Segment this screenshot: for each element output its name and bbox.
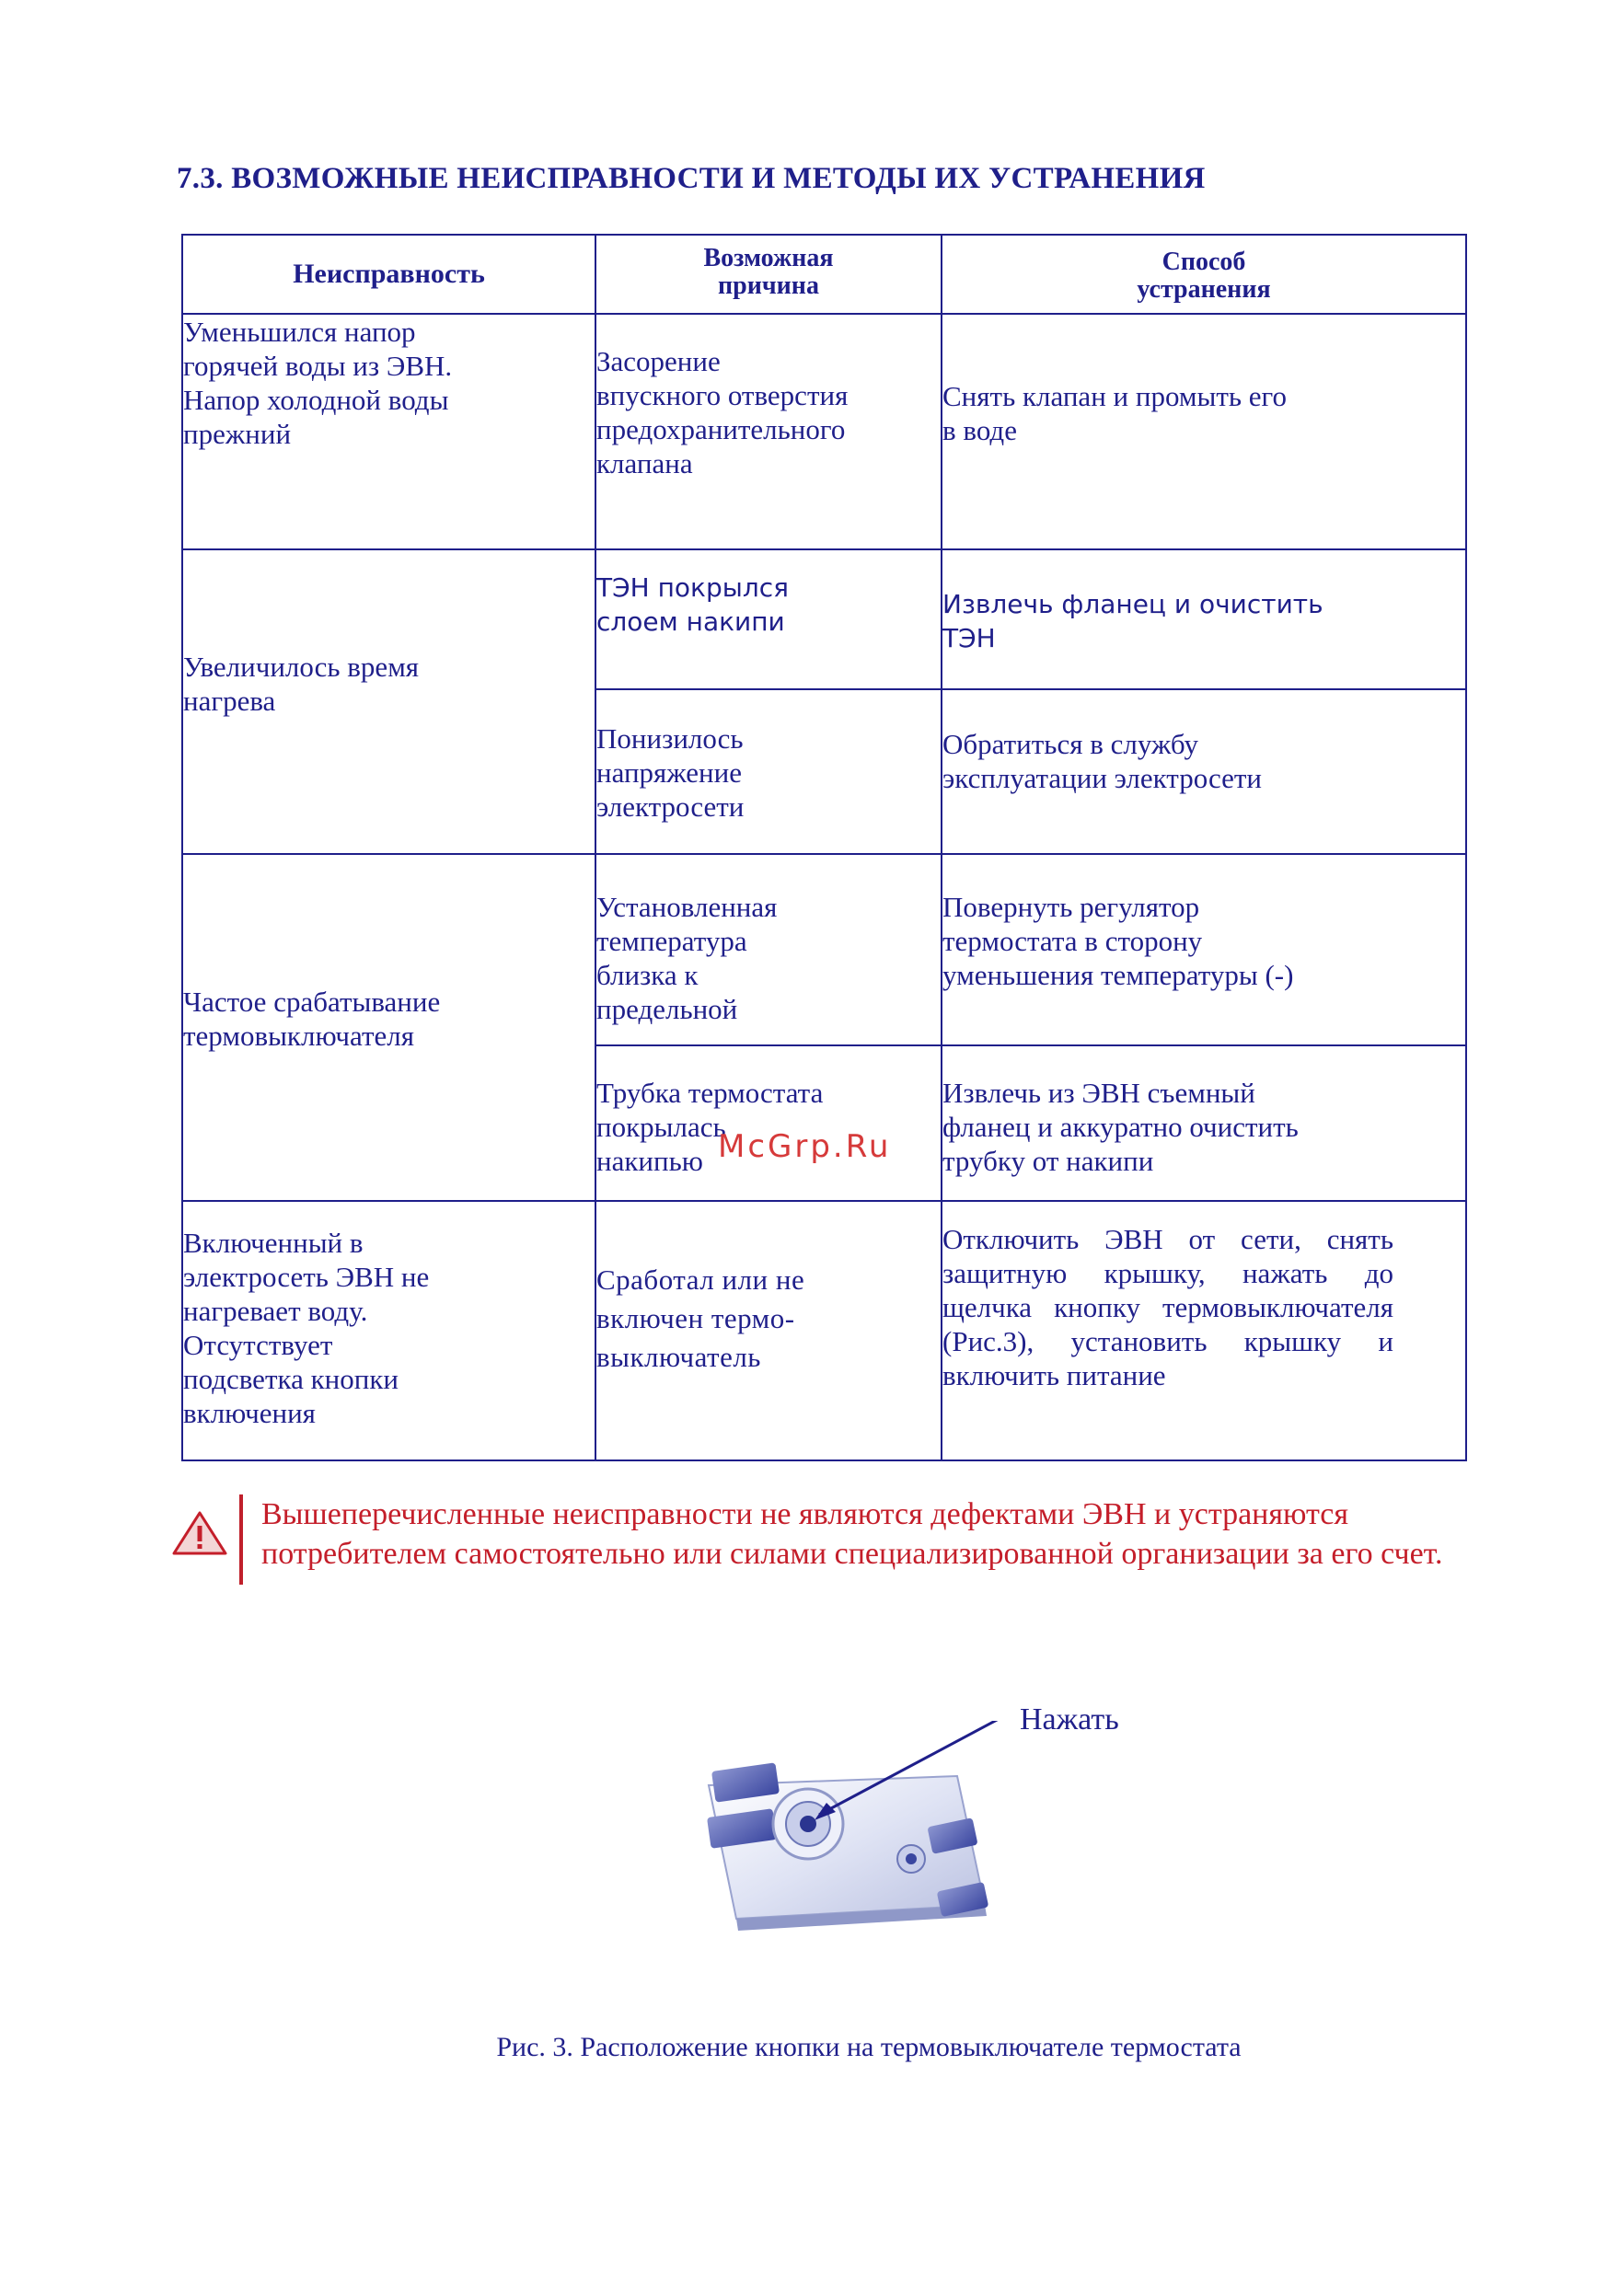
cause-cell: Понизилось напряжение электросети [595, 689, 942, 854]
watermark: McGrp.Ru [718, 1128, 892, 1165]
remedy-cell: Извлечь фланец и очистить ТЭН [942, 549, 1466, 689]
fault-cell: Частое срабатывание термовыключателя [182, 854, 595, 1201]
table-header-row [182, 235, 1466, 314]
fault-cell: Включенный в электросеть ЭВН не нагревает воду. Отсутствует подсветка кнопки включения [182, 1201, 595, 1460]
table-row [182, 549, 1466, 689]
header-fault: Неисправность [182, 235, 595, 314]
cause-cell: Засорение впускного отверстия предохранительного клапана [595, 314, 942, 549]
thermostat-switch-image [681, 1721, 1031, 1951]
table-row [182, 1201, 1466, 1460]
remedy-cell: Извлечь из ЭВН съемный фланец и аккуратно очистить трубку от накипи [942, 1045, 1466, 1201]
warning-triangle-icon [171, 1510, 228, 1556]
cause-cell: Сработал или не включен термо- выключатель [595, 1201, 942, 1460]
remedy-cell: Обратиться в службу эксплуатации электросети [942, 689, 1466, 854]
figure-caption: Рис. 3. Расположение кнопки на термовыключателе термостата [496, 2032, 1242, 2062]
header-cause: Возможная причина [595, 235, 942, 314]
cause-cell: Установленная температура близка к предельной [595, 854, 942, 1045]
table-row [182, 854, 1466, 1045]
cause-cell: ТЭН покрылся слоем накипи [595, 549, 942, 689]
fault-cell: Увеличилось время нагрева [182, 549, 595, 854]
remedy-cell: Отключить ЭВН от сети, снять защитную крышку, нажать до щелчка кнопку термовыключателя (Рис.3), установить крышку и включить питание [942, 1201, 1466, 1460]
troubleshooting-table [181, 234, 1467, 1461]
section-title: 7.3. ВОЗМОЖНЫЕ НЕИСПРАВНОСТИ И МЕТОДЫ ИХ УСТРАНЕНИЯ [177, 162, 1206, 195]
cause-cell: Трубка термостата покрылась накипью [595, 1045, 942, 1201]
press-label: Нажать [1020, 1702, 1119, 1736]
fault-cell: Уменьшился напор горячей воды из ЭВН. Напор холодной воды прежний [182, 314, 595, 549]
table-row [182, 314, 1466, 549]
remedy-cell: Снять клапан и промыть его в воде [942, 314, 1466, 549]
warning-note: Вышеперечисленные неисправности не являются дефектами ЭВН и устраняются потребителем самостоятельно или силами специализированной организации за его счет. [239, 1494, 1495, 1585]
header-remedy: Способ устранения [942, 235, 1466, 314]
remedy-cell: Повернуть регулятор термостата в сторону уменьшения температуры (-) [942, 854, 1466, 1045]
